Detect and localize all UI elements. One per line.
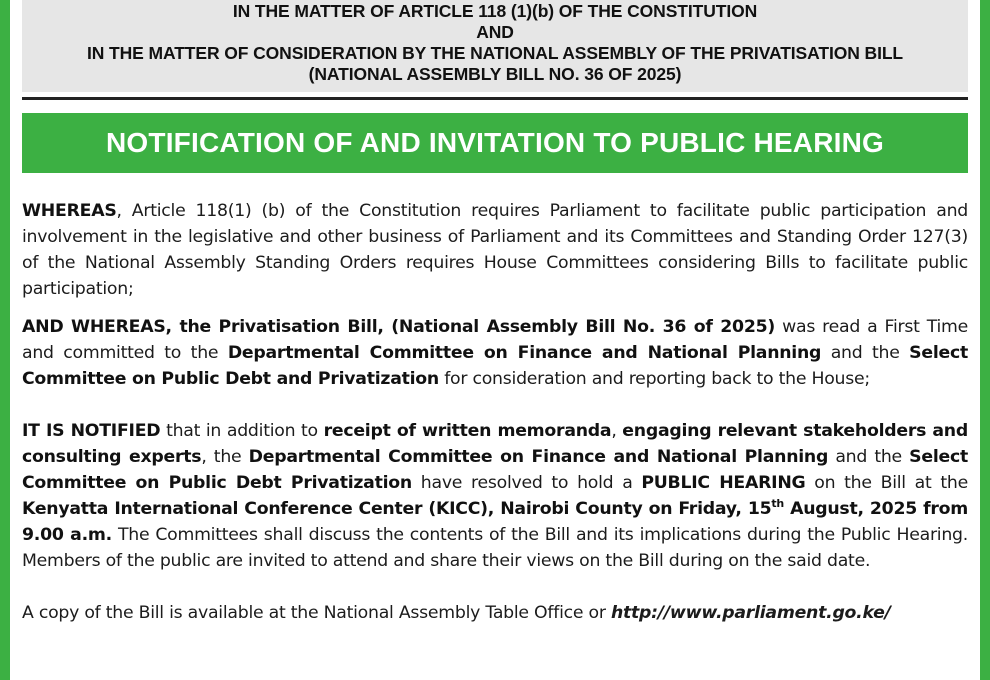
date-superscript: th xyxy=(771,497,784,511)
debt-committee-2: Select Committee on Public Debt Privatization xyxy=(22,447,968,493)
matter-header xyxy=(22,0,968,92)
date-text: August, 2025 from 9.00 a.m. xyxy=(22,499,969,545)
notified-paragraph xyxy=(22,418,968,574)
header-line-and: AND xyxy=(476,22,514,42)
parliament-link[interactable]: http://www.parliament.go.ke/ xyxy=(610,603,891,623)
venue-text: Kenyatta International Conference Center (KICC), Nairobi County on Friday, 15 xyxy=(22,499,772,519)
whereas-paragraph xyxy=(22,198,968,302)
copy-text: A copy of the Bill is available at the National Assembly Table Office or xyxy=(22,603,611,623)
para3-text-6: on the Bill at the xyxy=(805,473,968,493)
whereas-lead: WHEREAS xyxy=(22,201,117,221)
notice-body xyxy=(22,198,968,638)
debt-committee: Select Committee on Public Debt and Privatization xyxy=(22,343,968,389)
para2-text-2: and the xyxy=(821,343,910,363)
para3-text-1: that in addition to xyxy=(160,421,324,441)
stakeholders-text: engaging relevant stakeholders and consulting experts xyxy=(22,421,968,467)
notification-banner: NOTIFICATION OF AND INVITATION TO PUBLIC HEARING xyxy=(22,113,968,173)
and-whereas-lead: AND WHEREAS xyxy=(22,317,166,337)
public-hearing-text: PUBLIC HEARING xyxy=(641,473,806,493)
left-border-stripe xyxy=(0,0,10,680)
and-whereas-paragraph xyxy=(22,314,968,392)
para3-text-2: , xyxy=(611,421,623,441)
para2-text-1: was read a First Time and committed to the xyxy=(22,317,968,363)
para3-text-7: The Committees shall discuss the contents of the Bill and its implications during the Public Hearing. Members of the public are invited to attend and share their views on the Bill during on the said date. xyxy=(22,525,969,571)
para2-sep: , xyxy=(165,317,180,337)
para3-text-3: , the xyxy=(201,447,249,467)
para3-text-5: have resolved to hold a xyxy=(411,473,642,493)
right-border-stripe xyxy=(980,0,990,680)
header-line-bill-number: (NATIONAL ASSEMBLY BILL NO. 36 OF 2025) xyxy=(308,64,682,84)
finance-committee: Departmental Committee on Finance and National Planning xyxy=(227,343,822,363)
copy-paragraph xyxy=(22,600,968,626)
header-line-consideration: IN THE MATTER OF CONSIDERATION BY THE NATIONAL ASSEMBLY OF THE PRIVATISATION BILL xyxy=(86,43,904,63)
header-line-article: IN THE MATTER OF ARTICLE 118 (1)(b) OF THE CONSTITUTION xyxy=(232,1,758,21)
notified-lead: IT IS NOTIFIED xyxy=(22,421,161,441)
para2-text-3: for consideration and reporting back to the House; xyxy=(438,369,870,389)
bill-title: the Privatisation Bill, (National Assembly Bill No. 36 of 2025) xyxy=(179,317,776,337)
whereas-text: , Article 118(1) (b) of the Constitution requires Parliament to facilitate public participation and involvement in the legislative and other business of Parliament and its Committees and Standing Order 127(3) of the National Assembly Standing Orders requires House Committees considering Bills to facilitate public participation; xyxy=(22,201,968,299)
finance-committee-2: Departmental Committee on Finance and National Planning xyxy=(248,447,829,467)
para3-text-4: and the xyxy=(828,447,910,467)
header-divider xyxy=(22,97,968,100)
memoranda-text: receipt of written memoranda xyxy=(323,421,612,441)
